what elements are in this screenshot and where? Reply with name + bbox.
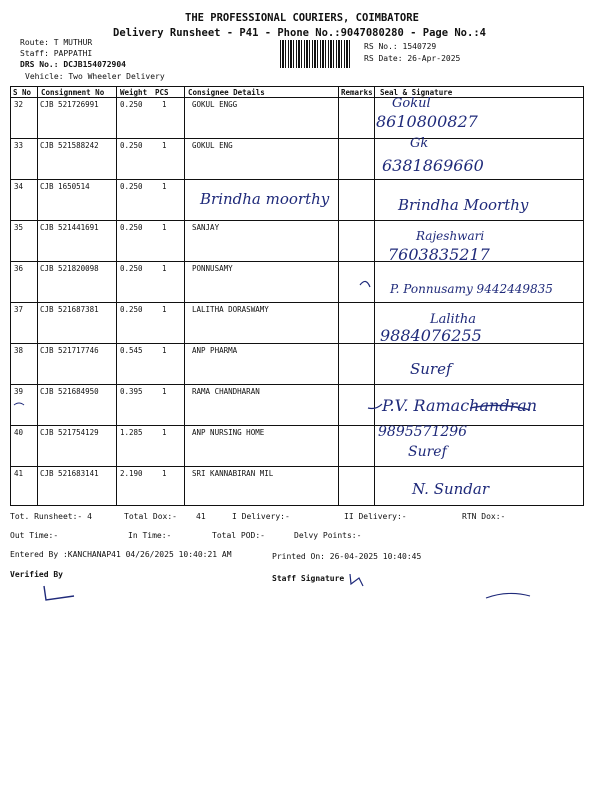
row-consignee: SRI KANNABIRAN MIL	[192, 469, 274, 478]
col-sno: S No	[13, 88, 32, 97]
verified-by: Verified By	[10, 570, 63, 579]
row-signature-phone: 9895571296	[378, 424, 468, 440]
row-consignee: SANJAY	[192, 223, 220, 232]
row-consignment: CJB 521726991	[40, 100, 99, 109]
row-signature-phone: 6381869660	[382, 156, 484, 175]
row-pcs: 1	[162, 387, 167, 396]
row-signature-phone: 9884076255	[380, 326, 482, 345]
row-pcs: 1	[162, 428, 167, 437]
row-signature: Lalitha	[430, 312, 477, 327]
total-pod: Total POD:-	[212, 531, 265, 540]
entered-by: Entered By :KANCHANAP41 04/26/2025 10:40:21 AM	[10, 550, 232, 559]
row-weight: 0.250	[120, 264, 143, 273]
ink-stroke	[470, 405, 530, 410]
col-consignee: Consignee Details	[188, 88, 265, 97]
tot-runsheet: Tot. Runsheet:- 4	[10, 512, 92, 521]
vehicle: Vehicle: Two Wheeler Delivery	[25, 72, 165, 81]
row-consignment: CJB 521683141	[40, 469, 99, 478]
row-signature: P.V. Ramachandran	[382, 396, 538, 415]
delvy-points: Delvy Points:-	[294, 531, 362, 540]
route: Route: T MUTHUR	[20, 38, 93, 47]
total-dox-value: 41	[196, 512, 206, 521]
row-consignment: CJB 521687381	[40, 305, 99, 314]
row-pcs: 1	[162, 305, 167, 314]
row-consignment: CJB 521588242	[40, 141, 99, 150]
row-consignee: ANP NURSING HOME	[192, 428, 265, 437]
row-weight: 0.250	[120, 182, 143, 191]
col-seal-signature: Seal & Signature	[380, 88, 453, 97]
row-consignment: CJB 1650514	[40, 182, 90, 191]
row-pcs: 1	[162, 469, 167, 478]
row-weight: 1.285	[120, 428, 143, 437]
row-weight: 2.190	[120, 469, 143, 478]
row-signature-phone: 7603835217	[388, 245, 490, 264]
row-consignment: CJB 521717746	[40, 346, 99, 355]
row-weight: 0.545	[120, 346, 143, 355]
row-pcs: 1	[162, 141, 167, 150]
row-weight: 0.395	[120, 387, 143, 396]
row-signature: N. Sundar	[412, 480, 490, 498]
row-sno: 41	[14, 469, 24, 478]
row-sno: 40	[14, 428, 24, 437]
staff-signature: Staff Signature	[272, 574, 345, 583]
row-sno: 32	[14, 100, 24, 109]
staff-signature-mark	[350, 574, 363, 586]
out-time: Out Time:-	[10, 531, 59, 540]
row-weight: 0.250	[120, 100, 143, 109]
row-consignment: CJB 521754129	[40, 428, 99, 437]
row-consignee: GOKUL ENGG	[192, 100, 238, 109]
rs-number: RS No.: 1540729	[364, 42, 437, 51]
row-pcs: 1	[162, 223, 167, 232]
row-signature: Brindha Moorthy	[398, 196, 529, 214]
ink-stroke	[486, 593, 530, 598]
row-signature: Gk	[410, 136, 429, 151]
ink-stroke	[14, 403, 24, 405]
row-pcs: 1	[162, 100, 167, 109]
row-consignee: PONNUSAMY	[192, 264, 233, 273]
row-consignee: ANP PHARMA	[192, 346, 238, 355]
rs-date: RS Date: 26-Apr-2025	[364, 54, 461, 63]
row-sno: 35	[14, 223, 24, 232]
row-sno: 37	[14, 305, 24, 314]
row-weight: 0.250	[120, 305, 143, 314]
row-sno: 34	[14, 182, 24, 191]
row-sno: 36	[14, 264, 24, 273]
col-consignment: Consignment No	[41, 88, 105, 97]
runsheet-title: Delivery Runsheet - P41 - Phone No.:9047080280 - Page No.:4	[113, 27, 486, 39]
row-pcs: 1	[162, 264, 167, 273]
row-weight: 0.250	[120, 141, 143, 150]
col-weight: Weight	[120, 88, 148, 97]
row-pcs: 1	[162, 346, 167, 355]
row-consignee-handwritten: Brindha moorthy	[200, 190, 330, 208]
row-signature: P. Ponnusamy 9442449835	[390, 282, 553, 296]
row-consignment: CJB 521820098	[40, 264, 99, 273]
tick-mark	[360, 281, 370, 287]
row-signature-phone: 8610800827	[376, 112, 478, 131]
row-consignment: CJB 521441691	[40, 223, 99, 232]
row-consignee: LALITHA DORASWAMY	[192, 305, 269, 314]
i-delivery: I Delivery:-	[232, 512, 290, 521]
company-name: THE PROFESSIONAL COURIERS, COIMBATORE	[185, 12, 419, 24]
row-signature: Gokul	[392, 96, 431, 111]
row-sno: 33	[14, 141, 24, 150]
row-signature: Suref	[408, 444, 447, 460]
row-sno: 38	[14, 346, 24, 355]
row-consignee: RAMA CHANDHARAN	[192, 387, 260, 396]
ii-delivery: II Delivery:-	[344, 512, 407, 521]
row-consignee: GOKUL ENG	[192, 141, 233, 150]
in-time: In Time:-	[128, 531, 172, 540]
staff: Staff: PAPPATHI	[20, 49, 93, 58]
printed-on: Printed On: 26-04-2025 10:40:45	[272, 552, 422, 561]
row-signature: Suref	[410, 360, 452, 378]
row-consignment: CJB 521684950	[40, 387, 99, 396]
col-remarks: Remarks	[341, 88, 373, 97]
row-signature: Rajeshwari	[416, 229, 485, 243]
row-weight: 0.250	[120, 223, 143, 232]
row-sno: 39	[14, 387, 24, 396]
drs-number: DRS No.: DCJB154072904	[20, 60, 126, 69]
row-pcs: 1	[162, 182, 167, 191]
verifier-signature	[44, 586, 74, 600]
ink-stroke	[368, 404, 382, 409]
total-dox-label: Total Dox:-	[124, 512, 177, 521]
rtn-dox: RTN Dox:-	[462, 512, 506, 521]
col-pcs: PCS	[155, 88, 169, 97]
